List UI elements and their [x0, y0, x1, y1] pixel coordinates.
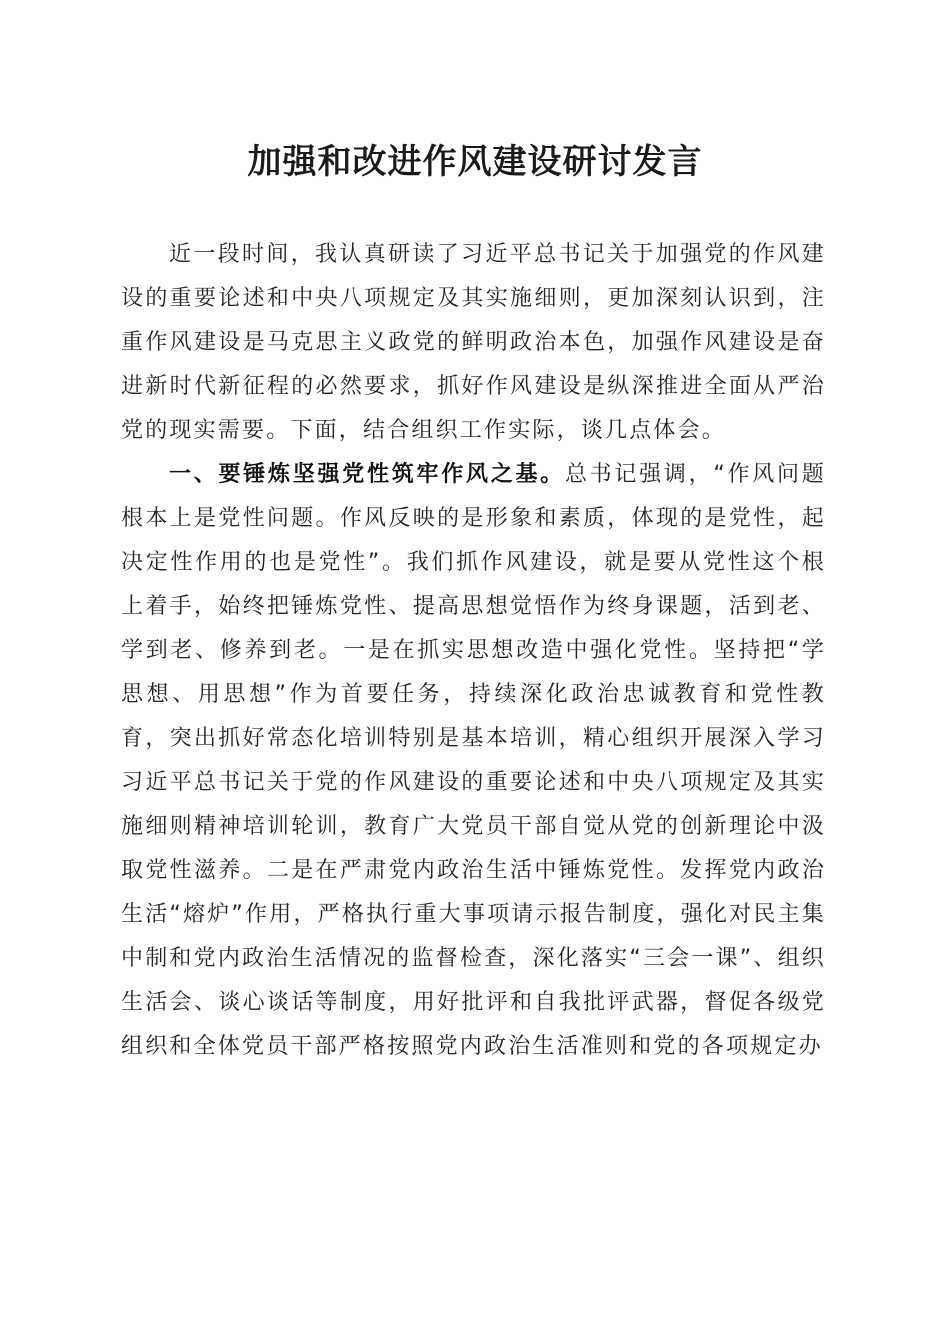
paragraph-text: 总书记强调，“作风问题根本上是党性问题。作风反映的是形象和素质，体现的是党性，起决定性作用的也是党性”。我们抓作风建设，就是要从党性这个根上着手，始终把锤炼党性、提高思想觉悟作为终身课题，活到老、学到老、修养到老。一是在抓实思想改造中强化党性。坚持把“学思想、用思想”作为首要任务，持续深化政治忠诚教育和党性教育，突出抓好常态化培训特别是基本培训，精心组织开展深入学习习近平总书记关于党的作风建设的重要论述和中央八项规定及其实施细则精神培训轮训，教育广大党员干部自觉从党的创新理论中汲取党性滋养。二是在严肃党内政治生活中锤炼党性。发挥党内政治生活“熔炉”作用，严格执行重大事项请示报告制度，强化对民主集中制和党内政治生活情况的监督检查，深化落实“三会一课”、组织生活会、谈心谈话等制度，用好批评和自我批评武器，督促各级党组织和全体党员干部严格按照党内政治生活准则和党的各项规定办 [121, 462, 826, 1059]
paragraph-intro [121, 233, 826, 453]
document-body [121, 233, 826, 1069]
section-heading: 一、要锤炼坚强党性筑牢作风之基。 [169, 462, 565, 487]
paragraph-text: 近一段时间，我认真研读了习近平总书记关于加强党的作风建设的重要论述和中央八项规定及其实施细则，更加深刻认识到，注重作风建设是马克思主义政党的鲜明政治本色，加强作风建设是奋进新时代新征程的必然要求，抓好作风建设是纵深推进全面从严治党的现实需要。下面，结合组织工作实际，谈几点体会。 [121, 242, 826, 443]
document-title: 加强和改进作风建设研讨发言 [247, 142, 703, 182]
paragraph-section-1 [121, 453, 826, 1069]
